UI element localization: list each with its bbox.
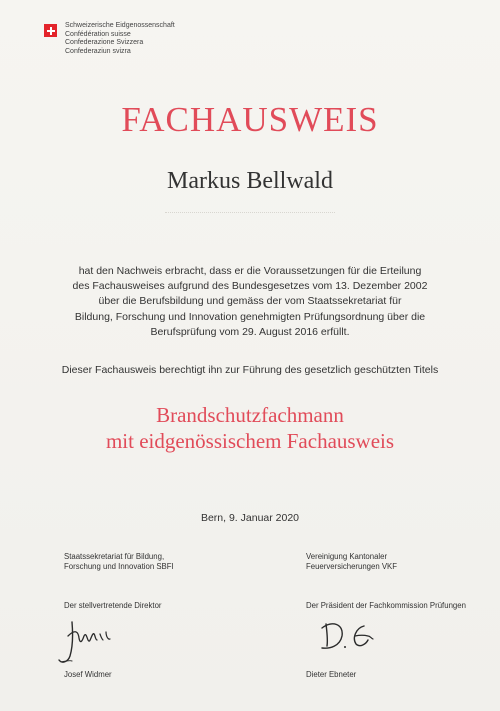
- left-signer-role: Der stellvertretende Direktor: [64, 601, 162, 610]
- title-right-statement: Dieser Fachausweis berechtigt ihn zur Führung des gesetzlich geschützten Titels: [61, 364, 439, 376]
- profession-line: mit eidgenössischem Fachausweis: [105, 429, 395, 453]
- authority-line: Confédération suisse: [65, 30, 131, 38]
- org-line: Forschung und Innovation SBFI: [64, 562, 174, 571]
- body-line: Berufsprüfung vom 29. August 2016 erfüllt.: [150, 325, 350, 338]
- authority-header: [44, 22, 175, 56]
- right-signature: [318, 616, 378, 660]
- holder-underline: [165, 212, 335, 214]
- profession-line: Brandschutzfachmann: [156, 403, 344, 427]
- protected-title: [0, 402, 500, 454]
- left-organization: [64, 552, 174, 572]
- body-line: des Fachausweises aufgrund des Bundesgesetzes vom 13. Dezember 2002: [72, 280, 428, 293]
- body-line: über die Berufsbildung und gemäss der vom Staatssekretariat für: [98, 295, 402, 308]
- place-date: Bern, 9. Januar 2020: [200, 512, 300, 524]
- right-signer-role: Der Präsident der Fachkommission Prüfungen: [306, 601, 466, 610]
- left-signature: [56, 614, 126, 670]
- authority-line: Confederazione Svizzera: [65, 39, 144, 47]
- body-line: hat den Nachweis erbracht, dass er die Voraussetzungen für die Erteilung: [78, 265, 422, 277]
- org-line: Staatssekretariat für Bildung,: [64, 552, 165, 561]
- holder-name: Markus Bellwald: [167, 168, 333, 194]
- body-line: Bildung, Forschung und Innovation genehmigten Prüfungsordnung über die: [74, 310, 426, 323]
- org-line: Vereinigung Kantonaler: [306, 552, 388, 561]
- authority-line: Confederaziun svizra: [65, 47, 131, 55]
- authority-line: Schweizerische Eidgenossenschaft: [65, 22, 175, 29]
- swiss-cross-icon: [44, 24, 57, 37]
- right-signer-name: Dieter Ebneter: [306, 670, 357, 679]
- org-line: Feuerversicherungen VKF: [306, 562, 398, 571]
- certificate-title: FACHAUSWEIS: [121, 100, 379, 139]
- authority-name: [65, 22, 175, 56]
- right-organization: [306, 552, 397, 572]
- left-signer-name: Josef Widmer: [64, 670, 112, 679]
- certificate-body: [40, 264, 460, 340]
